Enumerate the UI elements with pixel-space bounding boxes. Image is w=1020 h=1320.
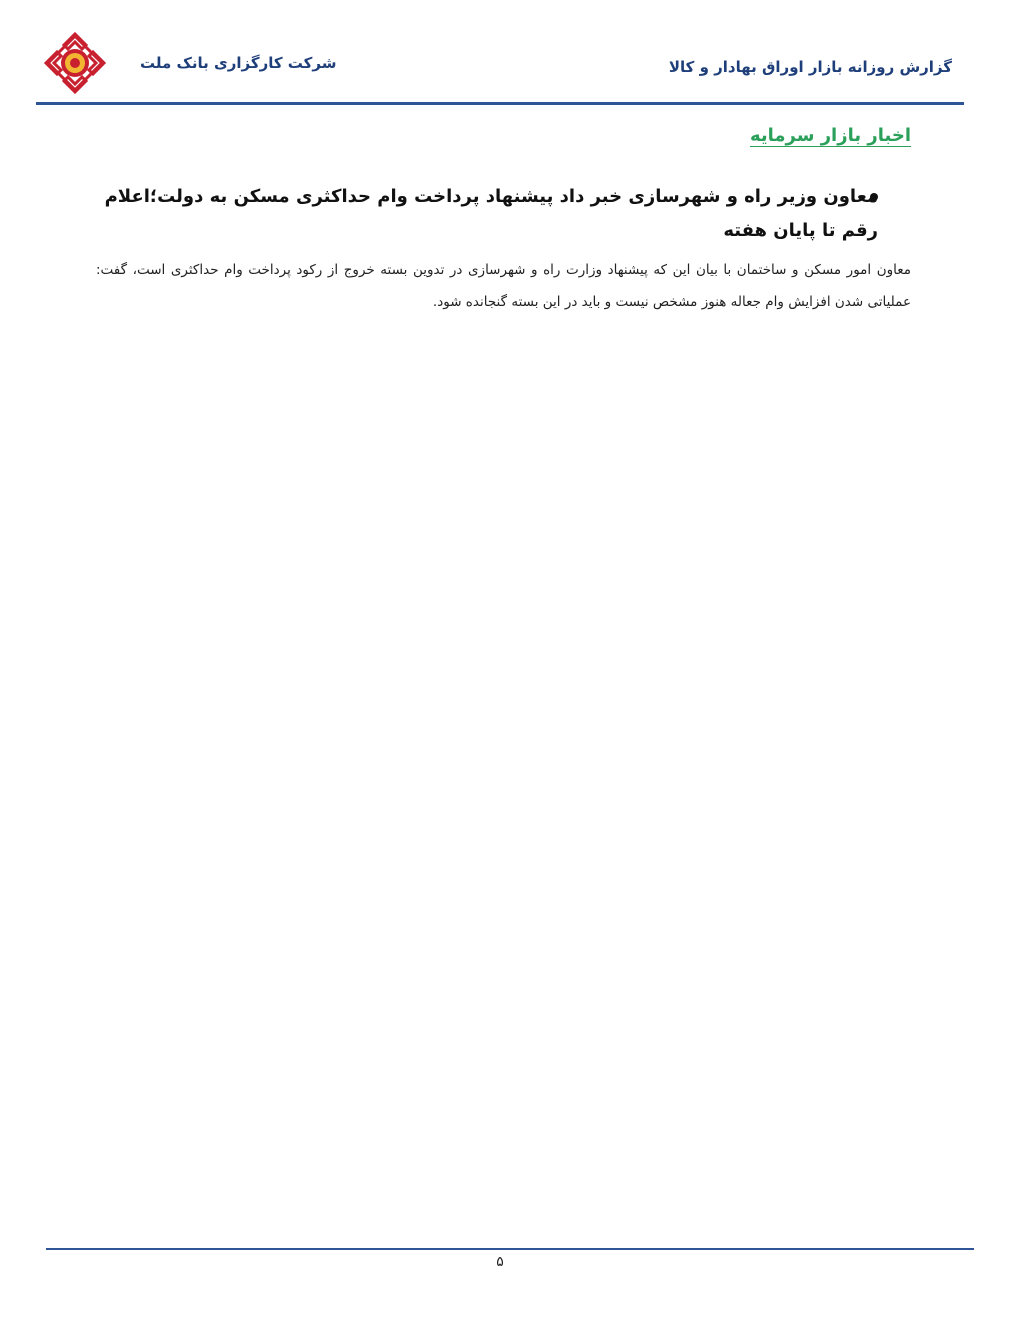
page-header <box>36 28 964 104</box>
company-name: شرکت کارگزاری بانک ملت <box>140 54 337 72</box>
page-number: ۵ <box>496 1254 504 1270</box>
news-body: معاون امور مسکن و ساختمان با بیان این که پیشنهاد وزارت راه و شهرسازی در تدوین بسته خروج از رکود پرداخت وام حداکثری است، گفت: عملیاتی شدن افزایش وام جعاله هنوز مشخص نیست و باید در این بسته گنجانده شود. <box>96 262 911 310</box>
footer-divider <box>46 1248 974 1250</box>
report-title: گزارش روزانه بازار اوراق بهادار و کالا <box>668 58 952 76</box>
section-heading: اخبار بازار سرمایه <box>749 125 911 146</box>
header-divider <box>36 102 964 105</box>
bank-mellat-logo-icon <box>42 30 108 96</box>
news-headline: معاون وزیر راه و شهرسازی خبر داد پیشنهاد پرداخت وام حداکثری مسکن به دولت؛اعلام رقم تا پایان هفته <box>104 186 878 241</box>
